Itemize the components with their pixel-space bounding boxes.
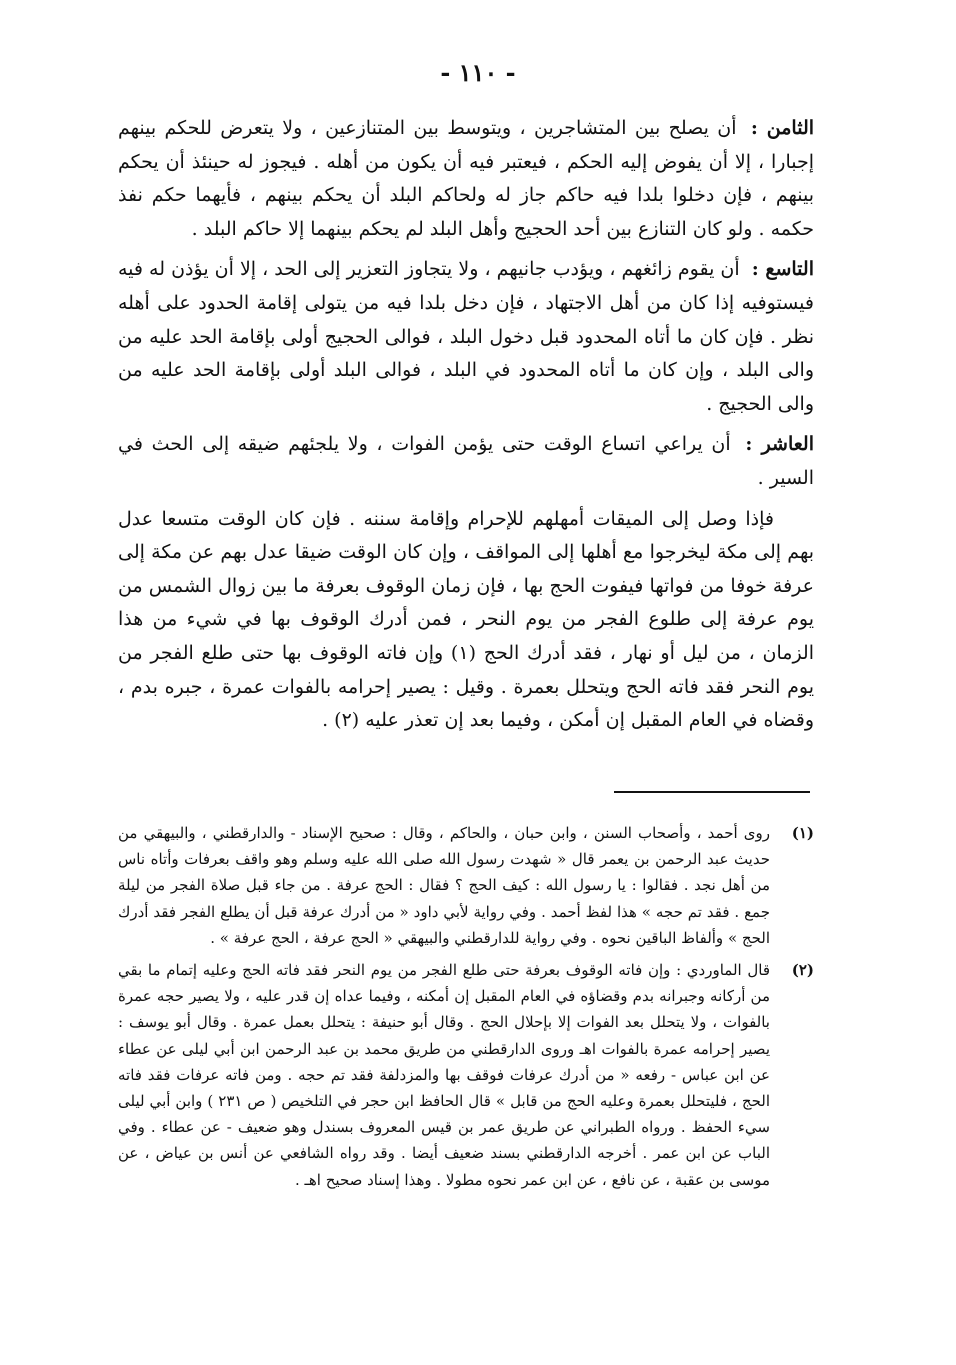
paragraph-lead: العاشر : — [745, 433, 814, 456]
footnote-mark: (١) — [791, 824, 814, 842]
footnote-text: قال الماوردي : وإن فاته الوقوف بعرفة حتى طلع الفجر من يوم النحر فقد فاته الحج وعليه إتمام ما بقي من أركانه وجبرانه بدم وقضاؤه في العام المقبل إن أمكنه ، وفيما عداه إن قدر عليه ، ولا يصير حجه عمرة بالفوات ، ولا يتحلل بعد الفوات إلا بإحلال الحج . وقال أبو حنيفة : يتحلل بعمل عمرة . وقال أبو يوسف : يصير إحرامه عمرة بالفوات اهـ وروى الدارقطني من طريق محمد بن عبد الرحمن ابن أبي ليلى عن عطاء عن ابن عباس - رفعه « من أدرك عرفات فوقف بها والمزدلفة فقد تم حجه . ومن فاته عرفات فقد فاته الحج ، فليتحلل بعمرة وعليه الحج من قابل » قال الحافظ ابن حجر في التلخيص ( ص ٢٣١ ) وابن أبي ليلى سيء الحفظ . ورواه الطبراني عن طريق عمر بن قيس المعروف بسندل وهو ضعيف - عن عطاء . وفي الباب عن ابن عمر . أخرجه الدارقطني بسند ضعيف أيضا . وقد رواه الشافعي عن أنس بن عياض ، عن موسى بن عقبة ، عن نافع ، عن ابن عمر نحوه مطولا . وهذا إسناد صحيح اهـ . — [118, 961, 770, 1189]
paragraph-text: فإذا وصل إلى الميقات أمهلهم للإحرام وإقامة سننه . فإن كان الوقت متسعا عدل بهم إلى مكة ليخرجوا مع أهلها إلى المواقف ، وإن كان الوقت ضيقا عدل بهم عن مكة إلى عرفة خوفا من فواتها فيفوت الحج بها ، فإن زمان الوقوف بعرفة ما بين زوال الشمس من يوم عرفة إلى طلوع الفجر من يوم النحر ، فمن أدرك الوقوف بها في شيء من هذا الزمان ، من ليل أو نهار ، فقد أدرك الحج (١) وإن فاته الوقوف بها حتى طلع الفجر من يوم النحر فقد فاته الحج ويتحلل بعمرة . وقيل : يصير إحرامه بالفوات عمرة ، جبره بدم ، وقضاه في العام المقبل إن أمكن ، وفيما بعد إن تعذر عليه (٢) . — [118, 507, 815, 732]
footnote-1 — [118, 820, 814, 951]
footnote-divider — [614, 791, 810, 793]
footnote-mark: (٢) — [791, 961, 814, 980]
paragraph-text: أن يقوم زائغهم ، ويؤدب جانيهم ، ولا يتجاوز التعزير إلى الحد ، إلا أن يؤذن له فيه فيستوفيه إذا كان من أهل الاجتهاد ، فإن دخل بلدا فيه من يتولى إقامة الحدود على أهله نظر . فإن كان ما أتاه المحدود قبل دخول البلد ، فوالى الحجيج أولى بإقامة الحد عليه من والى البلد ، وإن كان ما أتاه المحدود في البلد ، فوالى البلد أولى بإقامة الحد عليه من والى الحجيج . — [118, 258, 814, 415]
paragraph-eighth — [118, 112, 814, 246]
paragraph-text: أن يراعي اتساع الوقت حتى يؤمن الفوات ، ولا يلجئهم ضيقه إلى الحث في السير . — [118, 433, 814, 489]
footnote-text: روى أحمد ، وأصحاب السنن ، وابن حبان ، والحاكم ، وقال : صحيح الإسناد - والدارقطني ، والبيهقي من حديث عبد الرحمن بن يعمر قال « شهدت رسول الله صلى الله عليه وسلم وهو واقف بعرفات وأتاه ناس من أهل نجد . فقالوا : يا رسول الله : كيف الحج ؟ فقال : الحج عرفة . من جاء قبل صلاة الفجر من ليلة جمع . فقد تم حجه » هذا لفظ أحمد . وفي رواية لأبي داود « من أدرك عرفة قبل أن يطلع الفجر فقد أدرك الحج » وألفاظ الباقين نحوه . وفي رواية للدارقطني والبيهقي « الحج عرفة ، الحج عرفة » . — [118, 824, 770, 947]
paragraph-text: أن يصلح بين المتشاجرين ، ويتوسط بين المتنازعين ، ولا يتعرض للحكم بينهم إجبارا ، إلا أن يفوض إليه الحكم ، فيعتبر فيه أن يكون من أهله . فيجوز له حينئذ أن يحكم بينهم ، فإن دخلوا بلدا فيه حاكم جاز له ولحاكم البلد أن يحكم بينهم ، فأيهما حكم نفذ حكمه . ولو كان التنازع بين أحد الحجيج وأهل البلد لم يحكم بينهما إلا حاكم البلد . — [118, 117, 814, 240]
paragraph-ninth — [118, 253, 814, 421]
paragraph-tenth — [118, 428, 814, 495]
footnote-2 — [118, 957, 814, 1193]
main-text — [118, 112, 814, 745]
paragraph-lead: الثامن : — [750, 117, 815, 139]
footnotes — [118, 820, 814, 1199]
page-number: - ١١٠ - — [440, 58, 516, 87]
paragraph-lead: التاسع : — [751, 258, 814, 281]
paragraph-miqat — [118, 503, 814, 738]
